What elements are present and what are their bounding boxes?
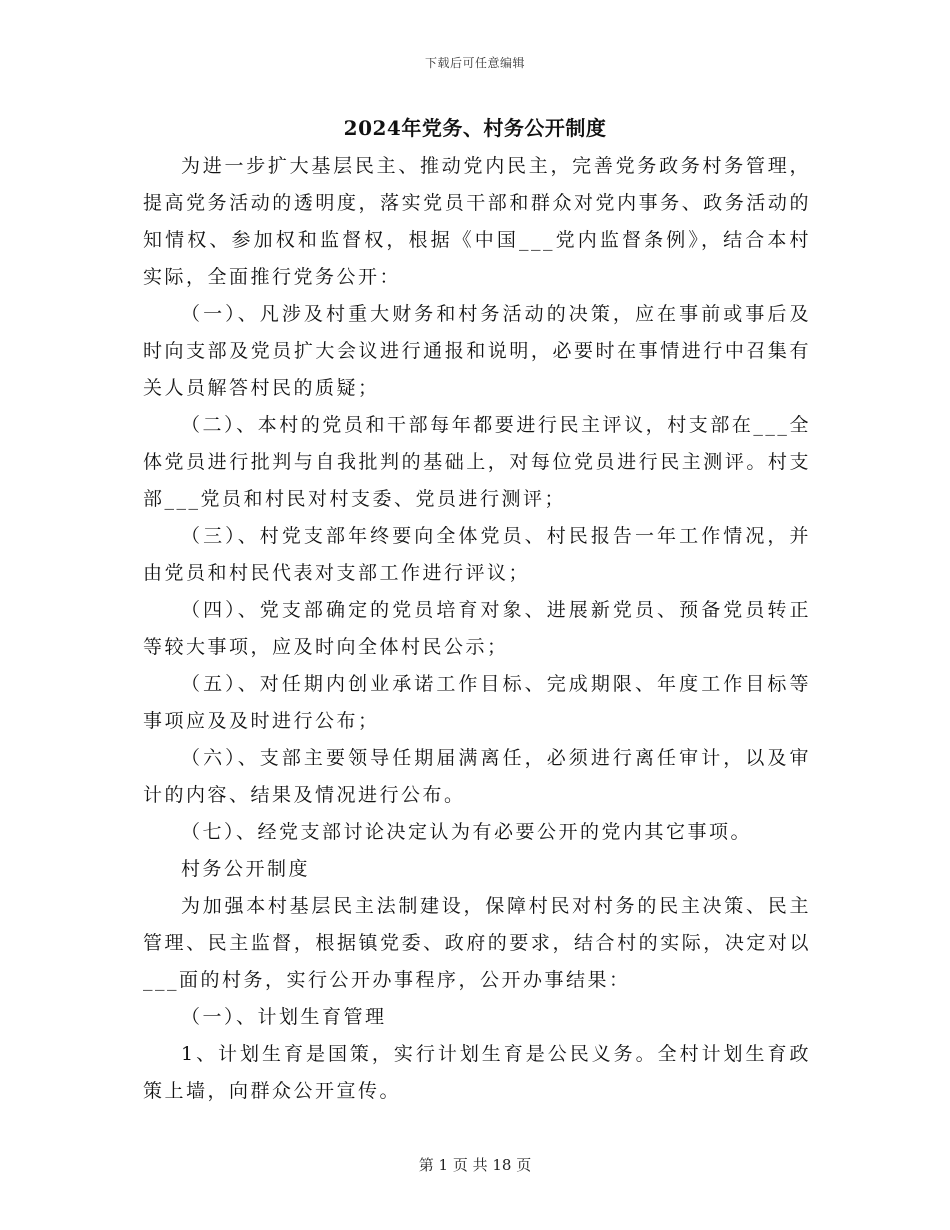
paragraph-item-7: （七）、经党支部讨论决定认为有必要公开的党内其它事项。	[181, 821, 753, 843]
page-header-note: 下载后可任意编辑	[424, 56, 525, 70]
paragraph-item-5: （五）、对任期内创业承诺工作目标、完成期限、年度工作目标等事项应及及时进行公布；	[143, 673, 811, 732]
document-body	[143, 148, 811, 1110]
document-title: 2024年党务、村务公开制度	[343, 116, 607, 140]
paragraph-family-planning-1: 1、计划生育是国策，实行计划生育是公民义务。全村计划生育政策上墙，向群众公开宣传。	[143, 1043, 811, 1102]
paragraph-item-4: （四）、党支部确定的党员培育对象、进展新党员、预备党员转正等较大事项，应及时向全体村民公示；	[143, 599, 811, 658]
paragraph-item-3: （三）、村党支部年终要向全体党员、村民报告一年工作情况，并由党员和村民代表对支部工作进行评议；	[143, 525, 811, 584]
paragraph-item-6: （六）、支部主要领导任期届满离任，必须进行离任审计，以及审计的内容、结果及情况进行公布。	[143, 747, 811, 806]
paragraph-village-intro: 为加强本村基层民主法制建设，保障村民对村务的民主决策、民主管理、民主监督，根据镇党委、政府的要求，结合村的实际，决定对以___面的村务，实行公开办事程序，公开办事结果：	[143, 895, 811, 991]
page-footer: 第 1 页 共 18 页	[418, 1156, 532, 1174]
paragraph-item-2: （二）、本村的党员和干部每年都要进行民主评议，村支部在___全体党员进行批判与自我批判的基础上，对每位党员进行民主测评。村支部___党员和村民对村支委、党员进行测评；	[143, 414, 811, 510]
section-heading-village-affairs: 村务公开制度	[181, 858, 311, 880]
paragraph-intro: 为进一步扩大基层民主、推动党内民主，完善党务政务村务管理，提高党务活动的透明度，落实党员干部和群众对党内事务、政务活动的知情权、参加权和监督权，根据《中国___党内监督条例》，结合本村实际，全面推行党务公开：	[143, 155, 811, 288]
paragraph-item-1: （一）、凡涉及村重大财务和村务活动的决策，应在事前或事后及时向支部及党员扩大会议进行通报和说明，必要时在事情进行中召集有关人员解答村民的质疑；	[143, 303, 811, 399]
subsection-heading-family-planning: （一）、计划生育管理	[181, 1006, 387, 1028]
